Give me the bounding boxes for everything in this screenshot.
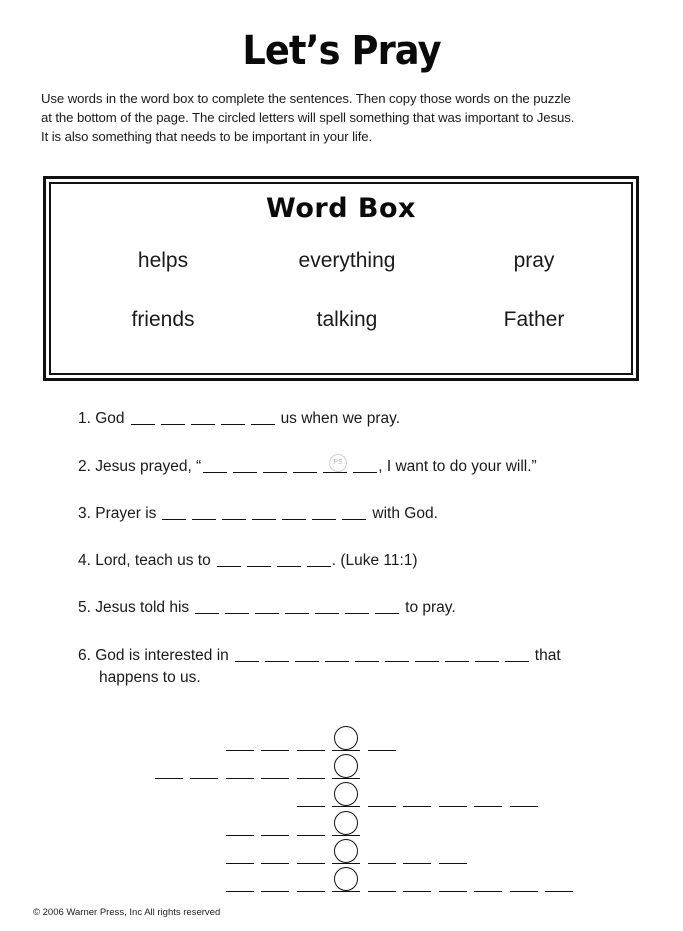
puzzle-letter-blank[interactable] <box>403 806 431 807</box>
puzzle-letter-blank[interactable] <box>226 835 254 836</box>
puzzle-letter-blank[interactable] <box>368 806 396 807</box>
puzzle-letter-blank[interactable] <box>226 750 254 751</box>
circled-letter-blank[interactable] <box>332 750 360 751</box>
word-friends: friends <box>131 308 195 331</box>
question-number: 1. <box>78 410 91 427</box>
puzzle-letter-blank[interactable] <box>297 863 325 864</box>
page-title: Let’s Pray <box>242 28 441 74</box>
puzzle-letter-blank[interactable] <box>368 750 396 751</box>
puzzle-letter-blank[interactable] <box>297 806 325 807</box>
letter-blank[interactable] <box>445 661 469 662</box>
letter-blank[interactable] <box>415 661 439 662</box>
letter-blank[interactable] <box>247 566 271 567</box>
instructions-line-3: It is also something that needs to be important in your life. <box>41 129 373 144</box>
question-text-before: Prayer is <box>95 505 157 522</box>
question-text-before: God <box>95 410 125 427</box>
letter-blank[interactable] <box>161 424 185 425</box>
question-text-after: us when we pray. <box>280 410 401 427</box>
puzzle-letter-blank[interactable] <box>510 891 538 892</box>
puzzle-letter-blank[interactable] <box>155 778 183 779</box>
circle-icon <box>334 839 358 863</box>
answer-blanks[interactable] <box>235 646 529 660</box>
question-3 <box>78 504 438 523</box>
puzzle-letter-blank[interactable] <box>261 778 289 779</box>
instructions <box>41 89 641 146</box>
letter-blank[interactable] <box>342 519 366 520</box>
question-text-before: Jesus told his <box>95 599 190 616</box>
letter-blank[interactable] <box>312 519 336 520</box>
circle-icon <box>334 726 358 750</box>
circled-letter-blank[interactable] <box>332 778 360 779</box>
ps-watermark-icon: PS <box>329 454 347 472</box>
letter-blank[interactable] <box>355 661 379 662</box>
puzzle-letter-blank[interactable] <box>297 891 325 892</box>
question-1 <box>78 409 400 428</box>
circled-letter-blank[interactable] <box>332 806 360 807</box>
question-text-after: with God. <box>372 505 438 522</box>
instructions-line-2: at the bottom of the page. The circled letters will spell something that was important to Jesus. <box>41 110 575 125</box>
puzzle-letter-blank[interactable] <box>510 806 538 807</box>
question-text-after: that <box>534 647 561 664</box>
answer-blanks[interactable] <box>195 598 399 612</box>
word-father: Father <box>503 308 565 331</box>
question-text-after: , I want to do your will.” <box>378 458 537 475</box>
letter-blank[interactable] <box>475 661 499 662</box>
letter-blank[interactable] <box>263 472 287 473</box>
puzzle-letter-blank[interactable] <box>368 891 396 892</box>
letter-blank[interactable] <box>225 613 249 614</box>
question-number: 2. <box>78 458 91 475</box>
question-text-before: Jesus prayed, “ <box>95 458 202 475</box>
answer-blanks[interactable] <box>162 504 366 518</box>
letter-blank[interactable] <box>255 613 279 614</box>
puzzle-letter-blank[interactable] <box>403 891 431 892</box>
question-2 <box>78 457 537 476</box>
instructions-line-1: Use words in the word box to complete the sentences. Then copy those words on the puzzle <box>41 91 571 106</box>
puzzle-letter-blank[interactable] <box>297 750 325 751</box>
letter-blank[interactable] <box>505 661 529 662</box>
puzzle-letter-blank[interactable] <box>261 863 289 864</box>
letter-blank[interactable] <box>251 424 275 425</box>
letter-blank[interactable] <box>323 472 347 473</box>
word-talking: talking <box>316 308 378 331</box>
puzzle-letter-blank[interactable] <box>439 806 467 807</box>
letter-blank[interactable] <box>345 613 369 614</box>
puzzle-letter-blank[interactable] <box>439 863 467 864</box>
question-text-after: . (Luke 11:1) <box>331 552 418 569</box>
circle-icon <box>334 782 358 806</box>
letter-blank[interactable] <box>282 519 306 520</box>
letter-blank[interactable] <box>203 472 227 473</box>
letter-blank[interactable] <box>233 472 257 473</box>
letter-blank[interactable] <box>222 519 246 520</box>
answer-blanks[interactable] <box>217 551 331 565</box>
letter-blank[interactable] <box>315 613 339 614</box>
answer-blanks[interactable] <box>131 409 275 423</box>
puzzle-letter-blank[interactable] <box>545 891 573 892</box>
letter-blank[interactable] <box>191 424 215 425</box>
question-4 <box>78 551 418 570</box>
puzzle-letter-blank[interactable] <box>226 863 254 864</box>
question-text-before: God is interested in <box>95 647 229 664</box>
question-number: 6. <box>78 647 91 664</box>
letter-blank[interactable] <box>277 566 301 567</box>
puzzle-letter-blank[interactable] <box>439 891 467 892</box>
puzzle-letter-blank[interactable] <box>297 778 325 779</box>
letter-blank[interactable] <box>217 566 241 567</box>
letter-blank[interactable] <box>162 519 186 520</box>
letter-blank[interactable] <box>285 613 309 614</box>
puzzle-letter-blank[interactable] <box>474 806 502 807</box>
question-number: 3. <box>78 505 91 522</box>
letter-blank[interactable] <box>325 661 349 662</box>
letter-blank[interactable] <box>131 424 155 425</box>
letter-blank[interactable] <box>195 613 219 614</box>
question-5 <box>78 598 456 617</box>
circled-letter-blank[interactable] <box>332 891 360 892</box>
circled-letter-blank[interactable] <box>332 835 360 836</box>
letter-blank[interactable] <box>295 661 319 662</box>
word-pray: pray <box>513 249 555 272</box>
question-number: 5. <box>78 599 91 616</box>
puzzle-letter-blank[interactable] <box>226 891 254 892</box>
letter-blank[interactable] <box>385 661 409 662</box>
circle-icon <box>334 811 358 835</box>
puzzle-letter-blank[interactable] <box>297 835 325 836</box>
word-everything: everything <box>298 249 396 272</box>
puzzle-letter-blank[interactable] <box>261 750 289 751</box>
puzzle-letter-blank[interactable] <box>403 863 431 864</box>
letter-blank[interactable] <box>293 472 317 473</box>
question-number: 4. <box>78 552 91 569</box>
copyright-notice: © 2006 Warner Press, Inc All rights reserved <box>33 907 221 918</box>
word-box-title: Word Box <box>266 193 416 224</box>
letter-blank[interactable] <box>221 424 245 425</box>
letter-blank[interactable] <box>307 566 331 567</box>
question-6 <box>78 646 561 686</box>
circled-letter-blank[interactable] <box>332 863 360 864</box>
puzzle-letter-blank[interactable] <box>261 891 289 892</box>
word-box <box>43 176 639 381</box>
letter-blank[interactable] <box>353 472 377 473</box>
question-text-before: Lord, teach us to <box>95 552 211 569</box>
letter-blank[interactable] <box>192 519 216 520</box>
puzzle-letter-blank[interactable] <box>368 863 396 864</box>
puzzle-letter-blank[interactable] <box>226 778 254 779</box>
circle-icon <box>334 867 358 891</box>
circle-icon <box>334 754 358 778</box>
letter-blank[interactable] <box>375 613 399 614</box>
question-continuation: happens to us. <box>99 669 201 686</box>
letter-blank[interactable] <box>235 661 259 662</box>
puzzle-letter-blank[interactable] <box>261 835 289 836</box>
puzzle-letter-blank[interactable] <box>474 891 502 892</box>
word-helps: helps <box>137 249 189 272</box>
question-text-after: to pray. <box>405 599 456 616</box>
answer-blanks[interactable] <box>203 457 377 471</box>
letter-blank[interactable] <box>252 519 276 520</box>
letter-blank[interactable] <box>265 661 289 662</box>
puzzle-letter-blank[interactable] <box>190 778 218 779</box>
